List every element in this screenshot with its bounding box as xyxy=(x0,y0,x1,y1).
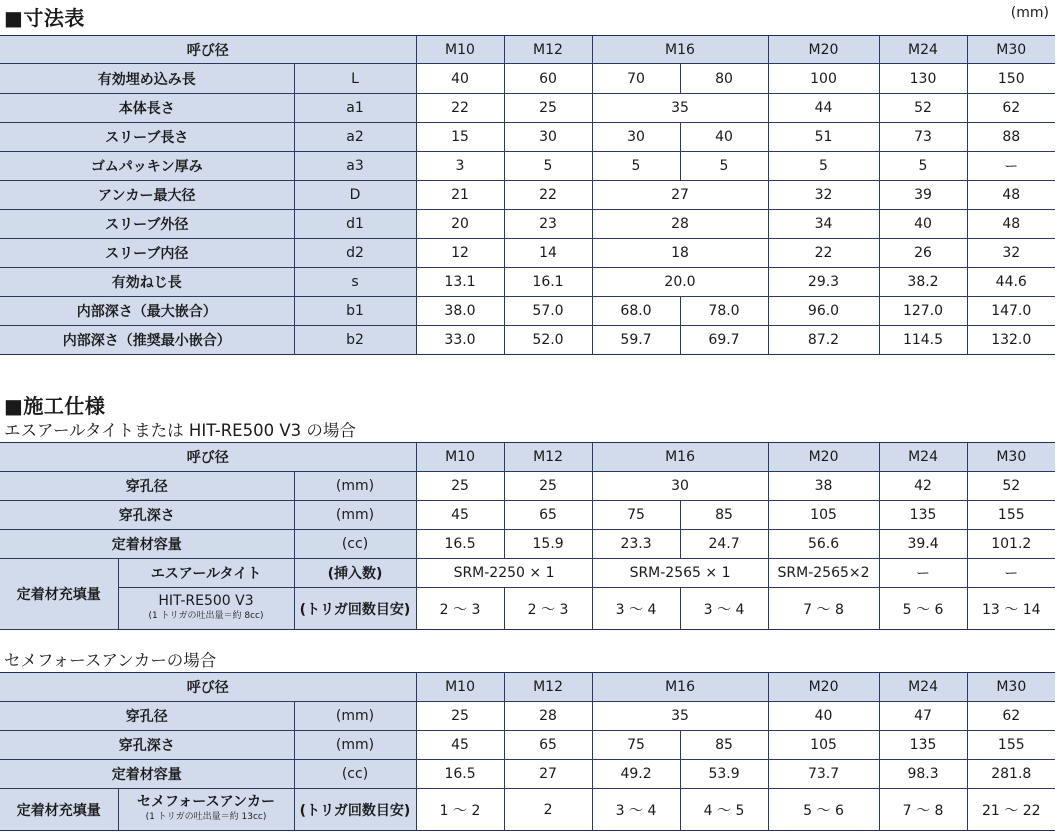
header-nominal: 呼び径 xyxy=(0,443,416,472)
cell: 45 xyxy=(416,731,504,760)
cell: 32 xyxy=(768,181,879,210)
cell: 68.0 xyxy=(592,297,680,326)
table-header-row xyxy=(0,443,1055,472)
cell: 5 xyxy=(768,152,879,181)
row-label: 内部深さ（最大嵌合） xyxy=(0,297,294,326)
cell: 22 xyxy=(504,181,592,210)
cell: 73 xyxy=(879,123,967,152)
cell: 48 xyxy=(967,210,1055,239)
table-row xyxy=(0,94,1055,123)
row-symbol: a2 xyxy=(294,123,416,152)
header-nominal: 呼び径 xyxy=(0,673,416,702)
cell: 5 〜 6 xyxy=(768,789,879,831)
cell: 2 〜 3 xyxy=(416,588,504,630)
row-label: 穿孔深さ xyxy=(0,731,294,760)
row-unit: (mm) xyxy=(294,702,416,731)
header-m10: M10 xyxy=(416,36,504,64)
cell: 25 xyxy=(416,702,504,731)
row-label: 本体長さ xyxy=(0,94,294,123)
cell: 57.0 xyxy=(504,297,592,326)
cell: 127.0 xyxy=(879,297,967,326)
cell: 25 xyxy=(416,472,504,501)
cell: 130 xyxy=(879,64,967,94)
fill-product-name: エスアールタイト xyxy=(118,559,294,588)
cell: 75 xyxy=(592,501,680,530)
cell: SRM-2565 × 1 xyxy=(592,559,768,588)
cell: 3 〜 4 xyxy=(680,588,768,630)
cell: 135 xyxy=(879,501,967,530)
fill-product-title: HIT-RE500 V3 xyxy=(158,593,254,609)
table-row xyxy=(0,588,1055,630)
fill-unit: (トリガ回数目安) xyxy=(294,588,416,630)
cell: 20.0 xyxy=(592,268,768,297)
dimension-table-title: ■寸法表 xyxy=(4,6,85,30)
cell: 7 〜 8 xyxy=(768,588,879,630)
dimension-table xyxy=(0,35,1055,355)
cell: 40 xyxy=(768,702,879,731)
table-row xyxy=(0,501,1055,530)
cell: 78.0 xyxy=(680,297,768,326)
cell: 56.6 xyxy=(768,530,879,559)
row-symbol: s xyxy=(294,268,416,297)
cell: 150 xyxy=(967,64,1055,94)
cell: 23 xyxy=(504,210,592,239)
cell: 2 xyxy=(504,789,592,831)
table-row xyxy=(0,152,1055,181)
row-symbol: d2 xyxy=(294,239,416,268)
cell: 14 xyxy=(504,239,592,268)
header-m12: M12 xyxy=(504,443,592,472)
cell: 1 〜 2 xyxy=(416,789,504,831)
cell: SRM-2565×2 xyxy=(768,559,879,588)
construction-spec-title: ■施工仕様 xyxy=(4,394,106,418)
cell: 44.6 xyxy=(967,268,1055,297)
cell: 18 xyxy=(592,239,768,268)
cell: 15 xyxy=(416,123,504,152)
cell: 51 xyxy=(768,123,879,152)
row-label: 有効埋め込み長 xyxy=(0,64,294,94)
row-label: スリーブ長さ xyxy=(0,123,294,152)
row-label: 有効ねじ長 xyxy=(0,268,294,297)
cell: ー xyxy=(879,559,967,588)
table-row xyxy=(0,731,1055,760)
cell: 87.2 xyxy=(768,326,879,355)
cell: 40 xyxy=(416,64,504,94)
cell: 5 xyxy=(680,152,768,181)
cell: 96.0 xyxy=(768,297,879,326)
cell: 105 xyxy=(768,501,879,530)
row-label: スリーブ外径 xyxy=(0,210,294,239)
row-unit: (cc) xyxy=(294,760,416,789)
cell: 23.3 xyxy=(592,530,680,559)
cell: 98.3 xyxy=(879,760,967,789)
cell: 16.1 xyxy=(504,268,592,297)
construction-table-1 xyxy=(0,442,1055,630)
cell: 281.8 xyxy=(967,760,1055,789)
table-row xyxy=(0,789,1055,831)
header-m24: M24 xyxy=(879,36,967,64)
cell: 59.7 xyxy=(592,326,680,355)
table-header-row xyxy=(0,36,1055,64)
cell: 39 xyxy=(879,181,967,210)
row-symbol: b1 xyxy=(294,297,416,326)
fill-product-name xyxy=(118,588,294,630)
cell: 69.7 xyxy=(680,326,768,355)
table-row xyxy=(0,64,1055,94)
cell: 21 〜 22 xyxy=(982,802,1041,819)
cell: 53.9 xyxy=(680,760,768,789)
cell: 7 〜 8 xyxy=(879,789,967,831)
row-symbol: a1 xyxy=(294,94,416,123)
cell: 5 〜 6 xyxy=(879,588,967,630)
table-header-row xyxy=(0,673,1055,702)
cell: 13 〜 14 xyxy=(982,601,1041,618)
subsection-title-sr-tight: エスアールタイトまたは HIT-RE500 V3 の場合 xyxy=(4,421,356,440)
table-row xyxy=(0,472,1055,501)
row-unit: (mm) xyxy=(294,472,416,501)
header-m24: M24 xyxy=(879,673,967,702)
header-m24: M24 xyxy=(879,443,967,472)
header-m16: M16 xyxy=(592,36,768,64)
header-m20: M20 xyxy=(768,36,879,64)
row-symbol: L xyxy=(294,64,416,94)
table-row xyxy=(0,760,1055,789)
cell: 27 xyxy=(504,760,592,789)
header-m10: M10 xyxy=(416,673,504,702)
cell: ー xyxy=(967,559,1055,588)
cell: 85 xyxy=(680,731,768,760)
fill-amount-label: 定着材充填量 xyxy=(0,559,118,630)
cell: 155 xyxy=(967,501,1055,530)
cell: 49.2 xyxy=(592,760,680,789)
header-m30: M30 xyxy=(967,673,1055,702)
cell: 73.7 xyxy=(768,760,879,789)
row-label: 内部深さ（推奨最小嵌合） xyxy=(0,326,294,355)
cell: 4 〜 5 xyxy=(680,789,768,831)
header-m30: M30 xyxy=(967,443,1055,472)
cell: 29.3 xyxy=(768,268,879,297)
cell: 22 xyxy=(768,239,879,268)
cell: 24.7 xyxy=(680,530,768,559)
subsection-title-cemeforce: セメフォースアンカーの場合 xyxy=(4,651,217,670)
fill-unit: (挿入数) xyxy=(294,559,416,588)
cell: 15.9 xyxy=(504,530,592,559)
cell: ー xyxy=(967,152,1055,181)
row-label: ゴムパッキン厚み xyxy=(0,152,294,181)
cell: 62 xyxy=(967,702,1055,731)
cell: 114.5 xyxy=(879,326,967,355)
header-m20: M20 xyxy=(768,673,879,702)
row-symbol: b2 xyxy=(294,326,416,355)
row-label: 穿孔径 xyxy=(0,472,294,501)
table-row xyxy=(0,123,1055,152)
cell: 5 xyxy=(592,152,680,181)
cell: 44 xyxy=(768,94,879,123)
header-m10: M10 xyxy=(416,443,504,472)
cell: 48 xyxy=(967,181,1055,210)
row-label: アンカー最大径 xyxy=(0,181,294,210)
row-symbol: d1 xyxy=(294,210,416,239)
cell: 52 xyxy=(967,472,1055,501)
cell: 16.5 xyxy=(416,530,504,559)
cell: 28 xyxy=(592,210,768,239)
cell: 80 xyxy=(680,64,768,94)
cell: 28 xyxy=(504,702,592,731)
cell: 34 xyxy=(768,210,879,239)
row-label: 穿孔深さ xyxy=(0,501,294,530)
cell: 135 xyxy=(879,731,967,760)
cell: 100 xyxy=(768,64,879,94)
cell: 52 xyxy=(879,94,967,123)
cell: 25 xyxy=(504,94,592,123)
cell: 26 xyxy=(879,239,967,268)
row-label: 穿孔径 xyxy=(0,702,294,731)
cell: 47 xyxy=(879,702,967,731)
cell: 62 xyxy=(967,94,1055,123)
cell: 3 〜 4 xyxy=(592,789,680,831)
cell: 42 xyxy=(879,472,967,501)
header-m12: M12 xyxy=(504,36,592,64)
cell: 16.5 xyxy=(416,760,504,789)
row-label: 定着材容量 xyxy=(0,760,294,789)
cell: 2 〜 3 xyxy=(504,588,592,630)
cell: 12 xyxy=(416,239,504,268)
fill-product-note: (1 トリガの吐出量＝約 8cc) xyxy=(148,611,264,621)
cell: 5 xyxy=(504,152,592,181)
fill-product-note: (1 トリガの吐出量＝約 13cc) xyxy=(145,812,267,822)
cell: 40 xyxy=(879,210,967,239)
cell: 101.2 xyxy=(967,530,1055,559)
row-unit: (mm) xyxy=(294,731,416,760)
table-row xyxy=(0,297,1055,326)
cell: 38.0 xyxy=(416,297,504,326)
cell: 85 xyxy=(680,501,768,530)
row-label: 定着材容量 xyxy=(0,530,294,559)
cell: 39.4 xyxy=(879,530,967,559)
cell: 32 xyxy=(967,239,1055,268)
cell: 30 xyxy=(592,472,768,501)
cell: 38.2 xyxy=(879,268,967,297)
cell: 35 xyxy=(592,702,768,731)
cell: 20 xyxy=(416,210,504,239)
cell: 70 xyxy=(592,64,680,94)
cell: 21 xyxy=(416,181,504,210)
cell: 5 xyxy=(879,152,967,181)
unit-label: (mm) xyxy=(1010,5,1049,21)
cell: 27 xyxy=(592,181,768,210)
fill-product-name xyxy=(118,789,294,831)
row-unit: (cc) xyxy=(294,530,416,559)
cell: 35 xyxy=(592,94,768,123)
table-row xyxy=(0,239,1055,268)
cell: 40 xyxy=(680,123,768,152)
cell: 52.0 xyxy=(504,326,592,355)
cell: 30 xyxy=(504,123,592,152)
cell: 3 〜 4 xyxy=(592,588,680,630)
cell: 3 xyxy=(416,152,504,181)
construction-table-2 xyxy=(0,672,1055,831)
cell: 65 xyxy=(504,501,592,530)
fill-amount-label: 定着材充填量 xyxy=(0,789,118,831)
cell: 88 xyxy=(967,123,1055,152)
cell: 30 xyxy=(592,123,680,152)
header-nominal: 呼び径 xyxy=(0,36,416,64)
table-row xyxy=(0,530,1055,559)
table-row xyxy=(0,181,1055,210)
cell: 132.0 xyxy=(991,332,1032,348)
table-row xyxy=(0,702,1055,731)
cell: 60 xyxy=(504,64,592,94)
cell: 75 xyxy=(592,731,680,760)
cell: 45 xyxy=(416,501,504,530)
cell: SRM-2250 × 1 xyxy=(416,559,592,588)
cell: 25 xyxy=(504,472,592,501)
table-row xyxy=(0,268,1055,297)
table-row xyxy=(0,559,1055,588)
row-symbol: a3 xyxy=(294,152,416,181)
header-m30: M30 xyxy=(967,36,1055,64)
header-m16: M16 xyxy=(592,443,768,472)
header-m20: M20 xyxy=(768,443,879,472)
table-row xyxy=(0,326,1055,355)
cell: 33.0 xyxy=(416,326,504,355)
row-label: スリーブ内径 xyxy=(0,239,294,268)
cell: 38 xyxy=(768,472,879,501)
table-row xyxy=(0,210,1055,239)
header-m16: M16 xyxy=(592,673,768,702)
cell: 105 xyxy=(768,731,879,760)
cell: 155 xyxy=(967,731,1055,760)
cell: 22 xyxy=(416,94,504,123)
header-m12: M12 xyxy=(504,673,592,702)
cell: 65 xyxy=(504,731,592,760)
row-unit: (mm) xyxy=(294,501,416,530)
cell: 13.1 xyxy=(416,268,504,297)
row-symbol: D xyxy=(294,181,416,210)
fill-product-title: セメフォースアンカー xyxy=(136,794,276,810)
fill-unit: (トリガ回数目安) xyxy=(294,789,416,831)
cell: 147.0 xyxy=(967,297,1055,326)
